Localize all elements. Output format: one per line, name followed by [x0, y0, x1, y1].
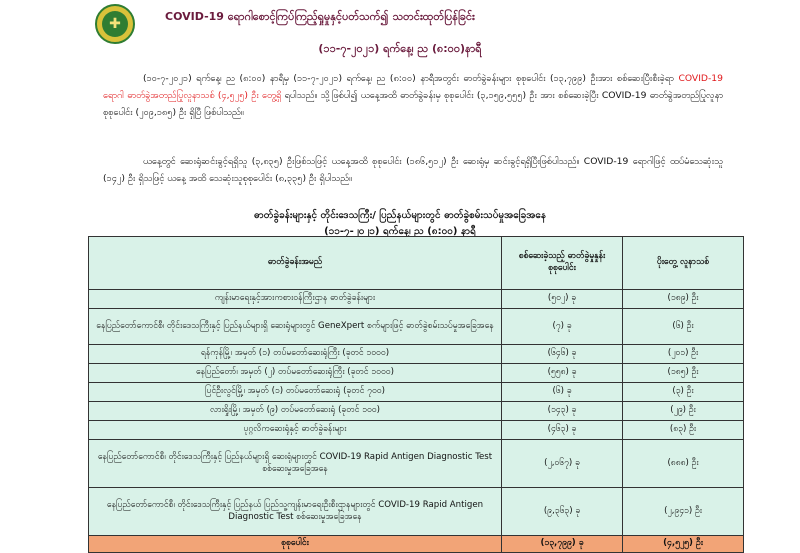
header-positive: ပိုးတွေ့ လူနာသစ် [623, 237, 744, 290]
table-row [89, 440, 744, 488]
positive-count: (၂၀၁) ဦး [623, 345, 744, 364]
ministry-emblem-icon [95, 4, 135, 44]
lab-name: နေပြည်တော်ကောင်စီ၊ တိုင်းဒေသကြီးနှင့် ပြည်နယ်များရှိ ဆေးရုံများတွင် COVID-19 Rapid Antigen Diagnostic Test စစ်ဆေးမှုအခြေအနေ [89, 440, 502, 488]
table-row [89, 290, 744, 309]
table-date: (၁၁-၇-၂၀၂၁) ရက်နေ့၊ ည (၈:၀၀) နာရီ [324, 226, 476, 237]
lab-name: နေပြည်တော်ကောင်စီ၊ တိုင်းဒေသကြီးနှင့် ပြည်နယ်များရှိ ဆေးရုံများတွင် GeneXpert စက်များဖြင့် ဓာတ်ခွဲစမ်းသပ်မှုအခြေအနေ [89, 309, 502, 345]
tested-count: (၅၅၈) ခု [502, 364, 623, 383]
positive-count: (၃) ဦး [623, 383, 744, 402]
tested-count: (၆၄၆) ခု [502, 345, 623, 364]
tested-count: (၁၄၃) ခု [502, 402, 623, 421]
header-tested: စစ်ဆေးခဲ့သည့် ဓာတ်ခွဲမှုနှုန်း စုစုပေါင်း [502, 237, 623, 290]
positive-count: (၆) ဦး [623, 309, 744, 345]
document-title: COVID-19 ရောဂါစောင့်ကြပ်ကြည့်ရှုမှုနှင့်ပတ်သက်၍ သတင်းထုတ်ပြန်ခြင်း [165, 10, 475, 23]
positive-count: (၁၈၅) ဦး [623, 364, 744, 383]
positive-count: (၂,၉၄၁) ဦး [623, 488, 744, 536]
tested-count: (၅၀၂) ခု [502, 290, 623, 309]
paragraph1-part2: ရပါသည်။ သို့ဖြစ်ပါ၍ ယနေ့အထိ ဓာတ်ခွဲခန်းမှ စုစုပေါင်း (၃,၁၅၉,၅၅၅) ဦး အား စစ်ဆေးခဲ့ပြီး COVID-19 ဓာတ်ခွဲအတည်ပြုလူနာ စုစုပေါင်း (၂၀၉,၁၈၅) ဦး ရှိပြီ ဖြစ်ပါသည်။ [103, 90, 724, 118]
lab-name: ပြင်ဦးလွင်မြို့၊ အမှတ် (၁) တပ်မတော်ဆေးရုံ (ခုတင် ၇၀၀) [89, 383, 502, 402]
total-positive: (၄,၅၂၅) ဦး [623, 536, 744, 553]
lab-name: နေပြည်တော်၊ အမှတ် (၂) တပ်မတော်ဆေးရုံကြီး (ခုတင် ၁၀၀၀) [89, 364, 502, 383]
table-row [89, 364, 744, 383]
tested-count: (၇) ခု [502, 309, 623, 345]
paragraph-new-cases [103, 70, 723, 121]
paragraph-recovered-deaths: ယနေ့တွင် ဆေးရုံဆင်းခွင့်ရရှိသူ (၃,၈၃၅) ဦးဖြစ်သဖြင့် ယနေ့အထိ စုစုပေါင်း (၁၈၆,၅၁၂) ဦး ဆေးရုံမှ ဆင်းခွင့်ရရှိပြီးဖြစ်ပါသည်။ COVID-19 ရောဂါဖြင့် ထပ်မံသေဆုံးသူ (၁၄၂) ဦး ရှိသဖြင့် ယနေ့ အထိ သေဆုံးသူစုစုပေါင်း (၈,၃၃၅) ဦး ရှိပါသည်။ [103, 156, 723, 184]
tested-count: (၂,၀၆၇) ခု [502, 440, 623, 488]
lab-name: ပုဂ္ဂလိကဆေးရုံနှင့် ဓာတ်ခွဲခန်းများ [89, 421, 502, 440]
lab-name: လားရှိုးမြို့၊ အမှတ် (၉) တပ်မတော်ဆေးရုံ (ခုတင် ၁၀၀) [89, 402, 502, 421]
positive-count: (၂၉) ဦး [623, 402, 744, 421]
tested-count: (၆) ခု [502, 383, 623, 402]
table-title: ဓာတ်ခွဲခန်းများနှင့် တိုင်းဒေသကြီး/ ပြည်နယ်များတွင် ဓာတ်ခွဲစမ်းသပ်မှုအခြေအနေ [253, 210, 547, 221]
emblem-inner: ✚ [102, 11, 128, 37]
table-row [89, 345, 744, 364]
lab-testing-table [88, 236, 744, 553]
paragraph1-part1: (၁၀-၇-၂၀၂၁) ရက်နေ့၊ ည (၈:၀၀) နာရီမှ (၁၁-၇-၂၀၂၁) ရက်နေ့၊ ည (၈:၀၀) နာရီအတွင်း ဓာတ်ခွဲခန်းများ စုစုပေါင်း (၁၃,၇၉၉) ဦးအား စစ်ဆေးပြီးစီးခဲ့ရာ [143, 73, 674, 84]
total-tested: (၁၃,၇၉၉) ခု [502, 536, 623, 553]
positive-count: (၁၈၉) ဦး [623, 290, 744, 309]
table-row [89, 383, 744, 402]
table-row [89, 421, 744, 440]
tested-count: (၉,၃၆၃) ခု [502, 488, 623, 536]
tested-count: (၄၆၃) ခု [502, 421, 623, 440]
table-row [89, 309, 744, 345]
document-date: (၁၁-၇-၂၀၂၁) ရက်နေ့၊ ည (၈:၀၀)နာရီ [318, 42, 482, 55]
table-row [89, 488, 744, 536]
positive-count: (၈၃) ဦး [623, 421, 744, 440]
new-cases-highlight: COVID-19 ရောဂါ ဓာတ်ခွဲအတည်ပြုလူနာသစ် (၄,၅၂၅) ဦး တွေ့ရှိ [103, 73, 723, 101]
lab-name: ရန်ကုန်မြို့၊ အမှတ် (၁) တပ်မတော်ဆေးရုံကြီး (ခုတင် ၁၀၀၀) [89, 345, 502, 364]
header-lab-name: ဓာတ်ခွဲခန်းအမည် [89, 237, 502, 290]
lab-name: နေပြည်တော်ကောင်စီ၊ တိုင်းဒေသကြီးနှင့် ပြည်နယ် ပြည်သူ့ကျန်းမာရေးဦးစီးဌာနများတွင် COVID-19 Rapid Antigen Diagnostic Test စစ်ဆေးမှုအခြေအနေ [89, 488, 502, 536]
positive-count: (၈၈၈) ဦး [623, 440, 744, 488]
table-header-row [89, 237, 744, 290]
lab-name: ကျန်းမာရေးနှင့်အားကစားဝန်ကြီးဌာန ဓာတ်ခွဲခန်းများ [89, 290, 502, 309]
total-label: စုစုပေါင်း [89, 536, 502, 553]
table-row [89, 402, 744, 421]
